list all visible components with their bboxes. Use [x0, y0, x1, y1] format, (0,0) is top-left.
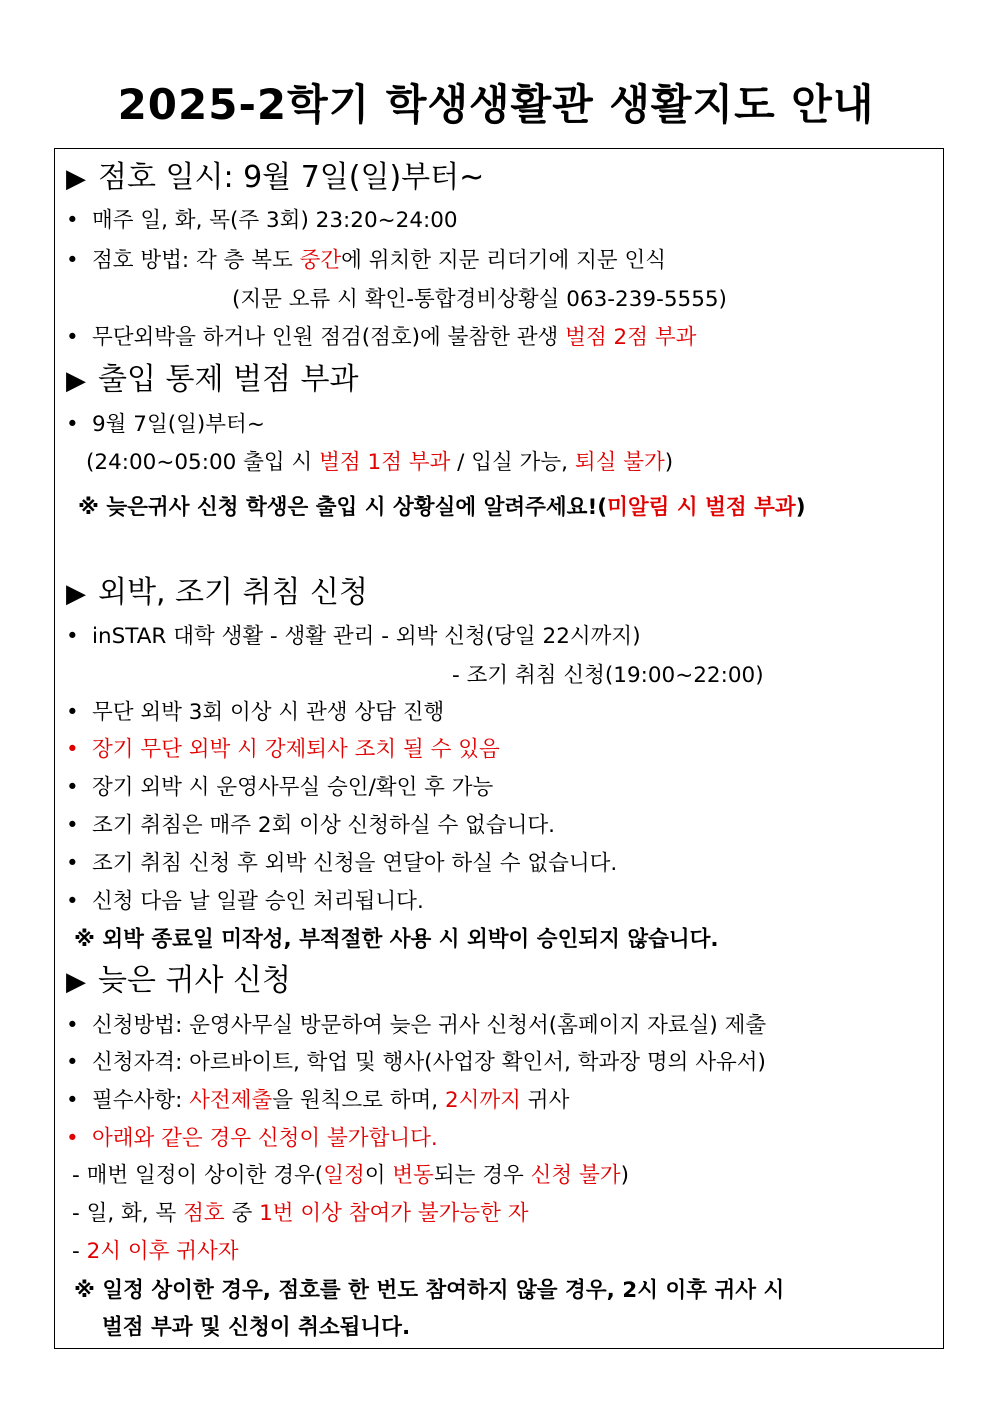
section-heading-access-control: ▶ 출입 통제 벌점 부과: [66, 362, 359, 397]
list-item: • 9월 7일(일)부터~: [66, 410, 265, 440]
note-text: ※ 외박 종료일 미작성, 부적절한 사용 시 외박이 승인되지 않습니다.: [74, 927, 719, 952]
bullet-icon: •: [66, 412, 79, 437]
bullet-icon: •: [66, 1088, 79, 1113]
bullet-icon: •: [66, 248, 79, 273]
section-heading-roll-call: ▶ 점호 일시: 9월 7일(일)부터~: [66, 160, 485, 195]
list-item: • 매주 일, 화, 목(주 3회) 23:20~24:00: [66, 206, 458, 236]
bullet-icon: •: [66, 1013, 79, 1038]
section-heading-overnight: ▶ 외박, 조기 취침 신청: [66, 575, 368, 610]
triangle-bullet-icon: ▶: [66, 164, 86, 194]
list-item: • 조기 취침은 매주 2회 이상 신청하실 수 없습니다.: [66, 811, 555, 841]
bullet-icon: •: [66, 700, 79, 725]
list-item: • 신청자격: 아르바이트, 학업 및 행사(사업장 확인서, 학과장 명의 사유서): [66, 1048, 766, 1078]
list-item: • 점호 방법: 각 층 복도 중간에 위치한 지문 리더기에 지문 인식: [66, 246, 666, 276]
bullet-icon: •: [66, 208, 79, 233]
list-item: • inSTAR 대학 생활 - 생활 관리 - 외박 신청(당일 22시까지): [66, 622, 641, 652]
list-item: • 아래와 같은 경우 신청이 불가합니다.: [66, 1124, 438, 1154]
note-text: ※ 늦은귀사 신청 학생은 출입 시 상황실에 알려주세요!(미알림 시 벌점 부과): [78, 495, 806, 520]
bullet-icon: •: [66, 325, 79, 350]
list-item: • 필수사항: 사전제출을 원칙으로 하며, 2시까지 귀사: [66, 1086, 569, 1116]
bullet-icon: •: [66, 851, 79, 876]
note-text: 벌점 부과 및 신청이 취소됩니다.: [102, 1315, 411, 1340]
list-item: • 장기 무단 외박 시 강제퇴사 조치 될 수 있음: [66, 735, 500, 765]
bullet-icon: •: [66, 737, 79, 762]
bullet-icon: •: [66, 624, 79, 649]
list-item: • 장기 외박 시 운영사무실 승인/확인 후 가능: [66, 773, 493, 803]
rule-text: (24:00~05:00 출입 시 벌점 1점 부과 / 입실 가능, 퇴실 불가): [86, 450, 674, 475]
list-item: • 조기 취침 신청 후 외박 신청을 연달아 하실 수 없습니다.: [66, 849, 617, 879]
note-text: (지문 오류 시 확인-통합경비상황실 063-239-5555): [232, 287, 727, 312]
bullet-icon: •: [66, 889, 79, 914]
list-item: • 신청방법: 운영사무실 방문하여 늦은 귀사 신청서(홈페이지 자료실) 제출: [66, 1011, 766, 1041]
triangle-bullet-icon: ▶: [66, 366, 86, 396]
list-item: • 무단외박을 하거나 인원 점검(점호)에 불참한 관생 벌점 2점 부과: [66, 323, 696, 353]
bullet-icon: •: [66, 1126, 79, 1151]
list-item: • 신청 다음 날 일괄 승인 처리됩니다.: [66, 887, 424, 917]
bullet-icon: •: [66, 775, 79, 800]
sub-item-text: - 조기 취침 신청(19:00~22:00): [452, 663, 764, 688]
sub-item-text: - 매번 일정이 상이한 경우(일정이 변동되는 경우 신청 불가): [72, 1163, 629, 1188]
triangle-bullet-icon: ▶: [66, 967, 86, 997]
sub-item-text: - 2시 이후 귀사자: [72, 1239, 239, 1264]
page-title: 2025-2학기 학생생활관 생활지도 안내: [117, 80, 875, 129]
sub-item-text: - 일, 화, 목 점호 중 1번 이상 참여가 불가능한 자: [72, 1201, 529, 1226]
list-item: • 무단 외박 3회 이상 시 관생 상담 진행: [66, 698, 444, 728]
note-text: ※ 일정 상이한 경우, 점호를 한 번도 참여하지 않을 경우, 2시 이후 귀사 시: [74, 1278, 785, 1303]
bullet-icon: •: [66, 1050, 79, 1075]
triangle-bullet-icon: ▶: [66, 579, 86, 609]
bullet-icon: •: [66, 813, 79, 838]
section-heading-late-return: ▶ 늦은 귀사 신청: [66, 963, 291, 998]
